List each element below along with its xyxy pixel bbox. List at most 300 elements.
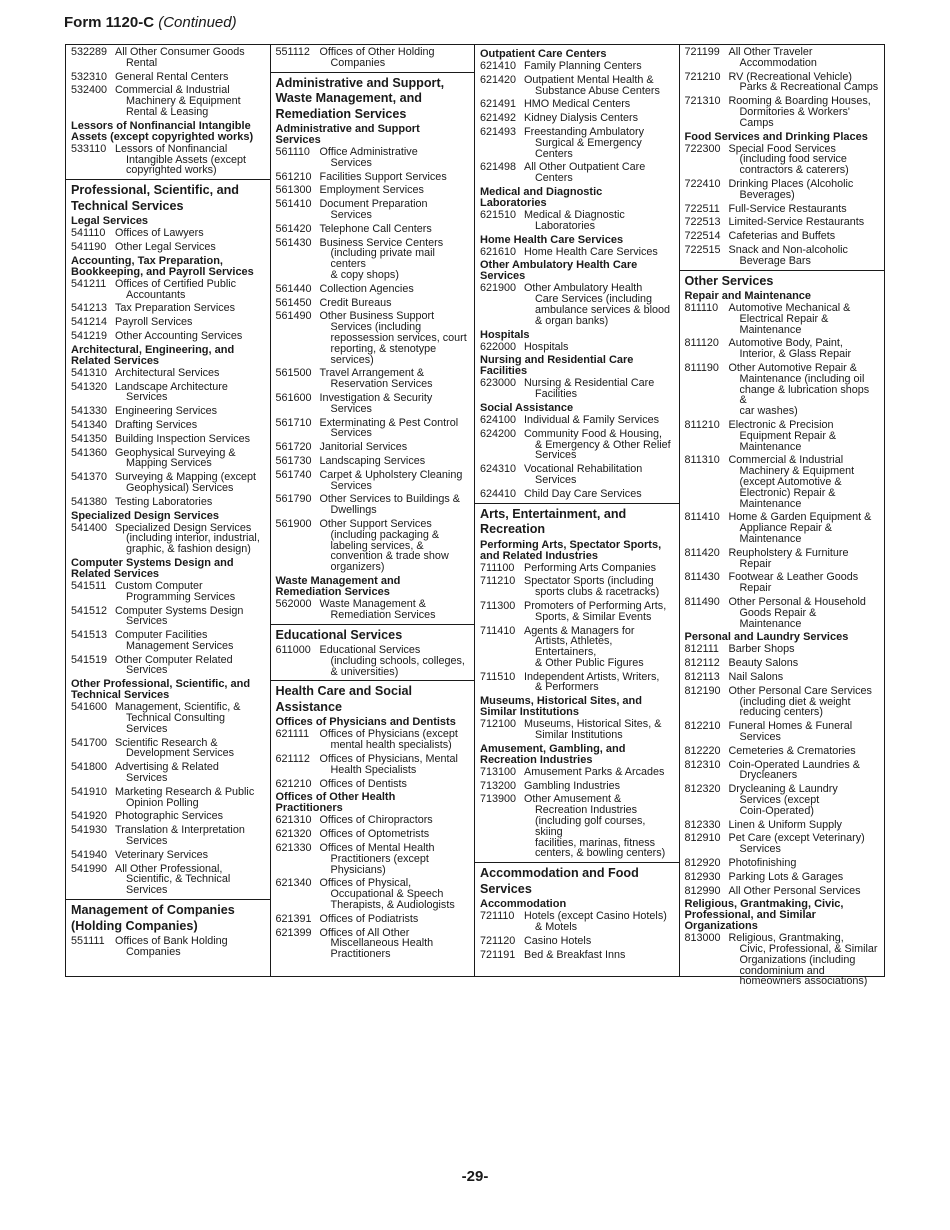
heading-line: Social Assistance <box>480 401 574 414</box>
naics-code: 561500 <box>275 367 312 380</box>
heading-line: Related Services <box>71 567 160 580</box>
code-entry <box>276 928 470 960</box>
activity-description <box>524 950 674 961</box>
code-entry <box>480 767 674 778</box>
heading-line: Arts, Entertainment, and <box>480 506 627 521</box>
code-column-1 <box>66 45 271 976</box>
naics-code: 621399 <box>275 926 312 939</box>
description-line: Offices of Podiatrists <box>319 912 419 925</box>
description-line: Other Accounting Services <box>115 329 243 342</box>
activity-description <box>320 645 470 677</box>
naics-code: 713100 <box>480 765 517 778</box>
heading-line: Performing Arts, Spectator Sports, <box>480 538 662 551</box>
code-entry <box>276 311 470 365</box>
subsection-heading <box>480 330 674 341</box>
activity-description <box>115 448 265 470</box>
naics-code: 621610 <box>480 245 517 258</box>
description-line: reporting, & stenotype <box>330 342 437 355</box>
description-line: & Other Public Figures <box>535 656 644 669</box>
naics-code: 541990 <box>71 862 108 875</box>
description-line: Reservation Services <box>330 378 433 391</box>
description-line: Maintenance <box>739 532 802 545</box>
activity-description <box>320 442 470 453</box>
heading-line: Bookkeeping, and Payroll Services <box>71 265 254 278</box>
code-entry <box>685 338 880 360</box>
activity-description <box>115 47 265 69</box>
description-line: Management, Scientific, & <box>115 701 241 714</box>
naics-code: 621410 <box>480 60 517 72</box>
activity-description <box>729 144 880 176</box>
naics-code: 812210 <box>684 720 721 733</box>
heading-line: Medical and Diagnostic <box>480 185 603 198</box>
activity-description <box>524 489 674 500</box>
heading-line: Technical Services <box>71 198 184 213</box>
heading-line: Organizations <box>684 920 758 933</box>
naics-code: 621391 <box>275 912 312 925</box>
code-entry <box>276 843 470 875</box>
description-line: & Motels <box>535 921 578 934</box>
activity-description <box>320 298 470 309</box>
code-entry <box>276 779 470 790</box>
code-entry <box>480 464 674 486</box>
heading-line: Religious, Grantmaking, Civic, <box>684 898 844 911</box>
description-line: Other Amusement & <box>524 793 622 806</box>
description-line: Drycleaning & Laundry <box>728 783 838 796</box>
description-line: Child Day Care Services <box>524 487 642 500</box>
description-line: ambulance services & blood <box>535 303 671 316</box>
naics-code: 541930 <box>71 824 108 837</box>
description-line: Rental & Leasing <box>126 105 209 118</box>
activity-description <box>115 825 265 847</box>
activity-description <box>729 658 880 669</box>
activity-description <box>524 601 674 623</box>
description-line: Rooming & Boarding Houses, <box>728 95 871 108</box>
activity-description <box>524 626 674 669</box>
heading-line: Lessors of Nonfinancial Intangible <box>71 119 251 132</box>
naics-code: 811420 <box>684 546 720 559</box>
activity-description <box>320 599 470 621</box>
heading-line: Assets (except copyrighted works) <box>71 130 254 143</box>
activity-description <box>115 864 265 896</box>
description-line: Services (including <box>330 321 422 334</box>
activity-description <box>320 368 470 390</box>
description-line: Occupational & Speech <box>330 888 444 901</box>
code-entry <box>276 599 470 621</box>
subsection-heading <box>276 576 470 598</box>
naics-code: 551112 <box>275 46 310 58</box>
heading-line: Waste Management and <box>275 574 401 587</box>
description-line: Funeral Homes & Funeral <box>728 720 853 733</box>
description-line: Offices of Dentists <box>319 777 407 790</box>
activity-description <box>320 456 470 467</box>
description-line: Offices of Physical, <box>319 877 412 890</box>
naics-code: 541511 <box>71 579 107 592</box>
section-divider <box>271 624 475 625</box>
description-line: All Other Outpatient Care <box>524 161 646 174</box>
naics-code: 812112 <box>684 657 720 670</box>
description-line: Landscaping Services <box>319 455 426 468</box>
description-line: reducing centers) <box>739 706 823 719</box>
naics-code: 812190 <box>684 684 721 697</box>
subsection-heading <box>71 216 265 227</box>
code-entry <box>71 825 265 847</box>
description-line: Hospitals <box>524 340 569 353</box>
activity-description <box>320 238 470 281</box>
naics-code: 541310 <box>71 366 108 379</box>
naics-code: 561490 <box>275 310 312 323</box>
naics-code: 561440 <box>275 282 312 295</box>
description-line: All Other Personal Services <box>728 884 861 897</box>
naics-code: 722410 <box>684 177 721 190</box>
description-line: Limited-Service Restaurants <box>728 216 865 229</box>
description-line: Repair <box>739 557 772 570</box>
activity-description <box>320 224 470 235</box>
code-entry <box>71 448 265 470</box>
code-entry <box>480 247 674 258</box>
description-line: (including golf courses, skiing <box>535 815 646 838</box>
code-entry <box>276 645 470 677</box>
description-line: Other Services to Buildings & <box>319 493 460 506</box>
description-line: organizers) <box>330 561 385 574</box>
section-divider <box>680 270 885 271</box>
description-line: (including packaging & <box>330 528 440 541</box>
description-line: Full-Service Restaurants <box>728 202 847 215</box>
heading-line: Repair and Maintenance <box>684 290 812 303</box>
activity-description <box>524 911 674 933</box>
naics-code: 541330 <box>71 405 108 418</box>
activity-description <box>524 464 674 486</box>
heading-line: Related Services <box>71 354 160 367</box>
description-line: convention & trade show <box>330 550 449 563</box>
code-entry <box>71 434 265 445</box>
naics-code: 812910 <box>684 832 721 845</box>
code-entry <box>276 914 470 925</box>
naics-code: 533110 <box>71 142 107 155</box>
description-line: Services <box>126 615 168 628</box>
subsection-heading <box>480 696 674 718</box>
subsection-heading <box>71 121 265 143</box>
activity-description <box>729 746 880 757</box>
activity-description <box>115 144 265 176</box>
code-entry <box>685 721 880 743</box>
heading-line: Outpatient Care Centers <box>480 48 607 60</box>
description-line: RV (Recreational Vehicle) <box>728 70 852 83</box>
description-line: Cemeteries & Crematories <box>728 744 856 757</box>
code-entry <box>685 363 880 417</box>
activity-description <box>729 338 880 360</box>
activity-description <box>729 47 880 69</box>
description-line: graphic, & fashion design) <box>126 543 251 556</box>
description-line: Beverage Bars <box>739 254 811 267</box>
naics-code: 561600 <box>275 392 312 405</box>
naics-code: 621330 <box>275 842 312 855</box>
description-line: Reupholstery & Furniture <box>728 546 849 559</box>
description-line: Performing Arts Companies <box>524 561 657 574</box>
activity-description <box>115 497 265 508</box>
naics-code: 813000 <box>684 932 721 945</box>
activity-description <box>320 393 470 415</box>
description-line: Similar Institutions <box>535 729 623 742</box>
naics-code: 541110 <box>71 227 106 240</box>
description-line: Coin-Operated Laundries & <box>728 758 860 771</box>
description-line: Coin-Operated) <box>739 804 814 817</box>
description-line: change & lubrication shops & <box>739 383 870 407</box>
code-entry <box>685 420 880 452</box>
activity-description <box>524 61 674 72</box>
activity-description <box>729 363 880 417</box>
naics-code: 621210 <box>275 777 312 790</box>
naics-code: 621491 <box>480 98 517 111</box>
activity-description <box>115 787 265 809</box>
description-line: car washes) <box>739 405 798 418</box>
description-line: Services <box>126 884 168 897</box>
description-line: Landscape Architecture <box>115 380 228 393</box>
heading-line: Technical Services <box>71 689 170 702</box>
naics-code: 812930 <box>684 870 721 883</box>
description-line: Medical & Diagnostic <box>524 208 625 221</box>
activity-description <box>729 644 880 655</box>
code-entry <box>480 113 674 124</box>
section-divider <box>475 503 679 504</box>
activity-description <box>115 382 265 404</box>
form-title <box>64 14 237 31</box>
description-line: Rental <box>126 56 158 69</box>
naics-code: 532310 <box>71 70 108 83</box>
heading-line: Assistance <box>275 699 343 714</box>
description-line: Surveying & Mapping (except <box>115 471 257 484</box>
subsection-heading <box>480 403 674 414</box>
heading-line: Professional, and Similar <box>684 909 816 922</box>
naics-code: 624410 <box>480 487 517 500</box>
description-line: Opinion Polling <box>126 796 199 809</box>
description-line: Camps <box>739 116 774 129</box>
code-entry <box>685 858 880 869</box>
section-divider <box>271 72 475 73</box>
description-line: Mapping Services <box>126 457 212 470</box>
description-line: Services <box>739 730 781 743</box>
description-line: All Other Professional, <box>115 862 223 875</box>
subsection-heading <box>480 355 674 377</box>
code-entry <box>71 787 265 809</box>
heading-line: Administrative and Support, <box>275 75 445 90</box>
naics-code: 541370 <box>71 471 108 484</box>
heading-line: Accounting, Tax Preparation, <box>71 254 223 267</box>
description-line: Services <box>126 722 168 735</box>
code-entry <box>685 746 880 757</box>
description-line: Automotive Mechanical & <box>728 302 851 315</box>
code-entry <box>71 303 265 314</box>
description-line: Other Computer Related <box>115 653 233 666</box>
description-line: Building Inspection Services <box>115 432 251 445</box>
code-entry <box>71 762 265 784</box>
description-line: Physicians) <box>330 863 386 876</box>
activity-description <box>320 928 470 960</box>
heading-line: Services <box>480 881 532 896</box>
description-line: Dormitories & Workers' <box>739 105 850 118</box>
code-entry <box>685 760 880 782</box>
code-entry <box>480 61 674 72</box>
description-line: Civic, Professional, & Similar <box>739 943 878 956</box>
description-line: Services <box>330 479 372 492</box>
code-entry <box>71 497 265 508</box>
naics-code: 721310 <box>684 95 721 108</box>
description-line: Nail Salons <box>728 670 784 683</box>
description-line: Accommodation <box>739 56 817 69</box>
activity-description <box>524 429 674 461</box>
description-line: Services (except <box>739 793 820 806</box>
description-line: Cafeterias and Buffets <box>728 230 836 243</box>
activity-description <box>320 754 470 776</box>
section-heading <box>276 628 470 644</box>
code-entry <box>276 418 470 440</box>
description-line: Facilities <box>535 388 577 401</box>
activity-description <box>729 872 880 883</box>
code-entry <box>276 754 470 776</box>
naics-code: 812220 <box>684 744 721 757</box>
description-line: Intangible Assets (except <box>126 153 247 166</box>
activity-description <box>115 420 265 431</box>
heading-line: Services <box>480 270 526 283</box>
naics-code: 713900 <box>480 793 517 806</box>
description-line: Parking Lots & Garages <box>728 870 844 883</box>
naics-code: 561410 <box>275 198 312 211</box>
heading-line: Legal Services <box>71 215 149 228</box>
naics-code: 541940 <box>71 848 108 861</box>
heading-line: Services <box>275 134 321 147</box>
naics-code: 561740 <box>275 468 312 481</box>
subsection-heading <box>71 558 265 580</box>
description-line: Educational Services <box>319 644 421 657</box>
description-line: Programming Services <box>126 590 236 603</box>
code-entry <box>480 911 674 933</box>
description-line: Companies <box>126 945 181 958</box>
code-entry <box>276 470 470 492</box>
description-line: Agents & Managers for <box>524 624 635 637</box>
description-line: Waste Management & <box>319 597 426 610</box>
naics-code: 621320 <box>275 828 312 841</box>
activity-description <box>115 850 265 861</box>
activity-description <box>729 548 880 570</box>
description-line: Veterinary Services <box>115 848 209 861</box>
code-entry <box>71 655 265 677</box>
activity-description <box>729 933 880 987</box>
subsection-heading <box>685 899 880 932</box>
heading-line: Other Services <box>684 273 774 288</box>
code-entry <box>685 784 880 816</box>
naics-code: 561450 <box>275 296 312 309</box>
naics-code: 541219 <box>71 329 108 342</box>
activity-description <box>524 75 674 97</box>
code-entry <box>480 794 674 859</box>
code-entry <box>480 210 674 232</box>
description-line: labeling services, & <box>330 539 424 552</box>
description-line: Services <box>126 664 168 677</box>
naics-code: 811410 <box>684 511 720 524</box>
description-line: Services <box>126 835 168 848</box>
code-entry <box>480 429 674 461</box>
description-line: Investigation & Security <box>319 392 433 405</box>
activity-description <box>115 472 265 494</box>
description-line: Repair <box>739 582 772 595</box>
code-entry <box>685 512 880 544</box>
naics-code: 812330 <box>684 818 721 831</box>
naics-code: 541519 <box>71 653 108 666</box>
subsection-heading <box>480 260 674 282</box>
code-entry <box>480 626 674 669</box>
code-entry <box>685 933 880 987</box>
code-entry <box>276 815 470 826</box>
activity-description <box>729 886 880 897</box>
description-line: Companies <box>330 56 386 69</box>
description-line: Miscellaneous Health <box>330 937 434 950</box>
activity-description <box>524 342 674 353</box>
activity-description <box>729 858 880 869</box>
description-line: Artists, Athletes, Entertainers, <box>535 635 613 659</box>
description-line: homeowners associations) <box>739 975 868 988</box>
description-line: Maintenance <box>739 440 802 453</box>
description-line: Casino Hotels <box>524 934 592 947</box>
description-line: Computer Facilities <box>115 629 208 642</box>
description-line: sports clubs & racetracks) <box>535 586 660 599</box>
description-line: All Other Traveler <box>728 46 813 58</box>
naics-code: 711410 <box>480 624 516 637</box>
description-line: Other Automotive Repair & <box>728 362 857 375</box>
description-line: Specialized Design Services <box>115 521 252 534</box>
heading-line: Other Professional, Scientific, and <box>71 678 251 691</box>
page-number: -29- <box>461 1168 489 1185</box>
activity-description <box>320 147 470 169</box>
code-entry <box>685 47 880 69</box>
activity-description <box>320 779 470 790</box>
naics-code: 541190 <box>71 240 107 253</box>
code-entry <box>71 47 265 69</box>
section-heading <box>480 866 674 897</box>
description-line: condominium and <box>739 964 825 977</box>
naics-code: 561790 <box>275 493 312 506</box>
subsection-heading <box>480 235 674 246</box>
description-line: Electronic & Precision <box>728 419 834 432</box>
naics-code: 811310 <box>684 454 720 467</box>
code-entry <box>276 456 470 467</box>
subsection-heading <box>480 49 674 60</box>
activity-description <box>115 738 265 760</box>
code-entry <box>71 811 265 822</box>
activity-description <box>115 702 265 734</box>
description-line: Collection Agencies <box>319 282 414 295</box>
code-entry <box>71 228 265 239</box>
naics-code: 541320 <box>71 380 108 393</box>
code-entry <box>685 245 880 267</box>
naics-code: 811210 <box>684 419 720 432</box>
naics-code: 561720 <box>275 441 312 454</box>
description-line: Other Business Support <box>319 310 435 323</box>
subsection-heading <box>480 744 674 766</box>
naics-code: 541513 <box>71 629 108 642</box>
code-entry <box>71 523 265 555</box>
section-heading <box>480 507 674 538</box>
code-entry <box>685 872 880 883</box>
description-line: Special Food Services <box>728 142 836 155</box>
code-entry <box>480 127 674 159</box>
description-line: & organ banks) <box>535 314 609 327</box>
naics-code: 611000 <box>275 644 311 657</box>
activity-description <box>115 762 265 784</box>
heading-line: Other Ambulatory Health Care <box>480 259 638 272</box>
code-entry <box>480 576 674 598</box>
naics-code: 541340 <box>71 418 108 431</box>
naics-code: 711300 <box>480 599 516 612</box>
description-line: Offices of Other Holding <box>319 46 435 58</box>
